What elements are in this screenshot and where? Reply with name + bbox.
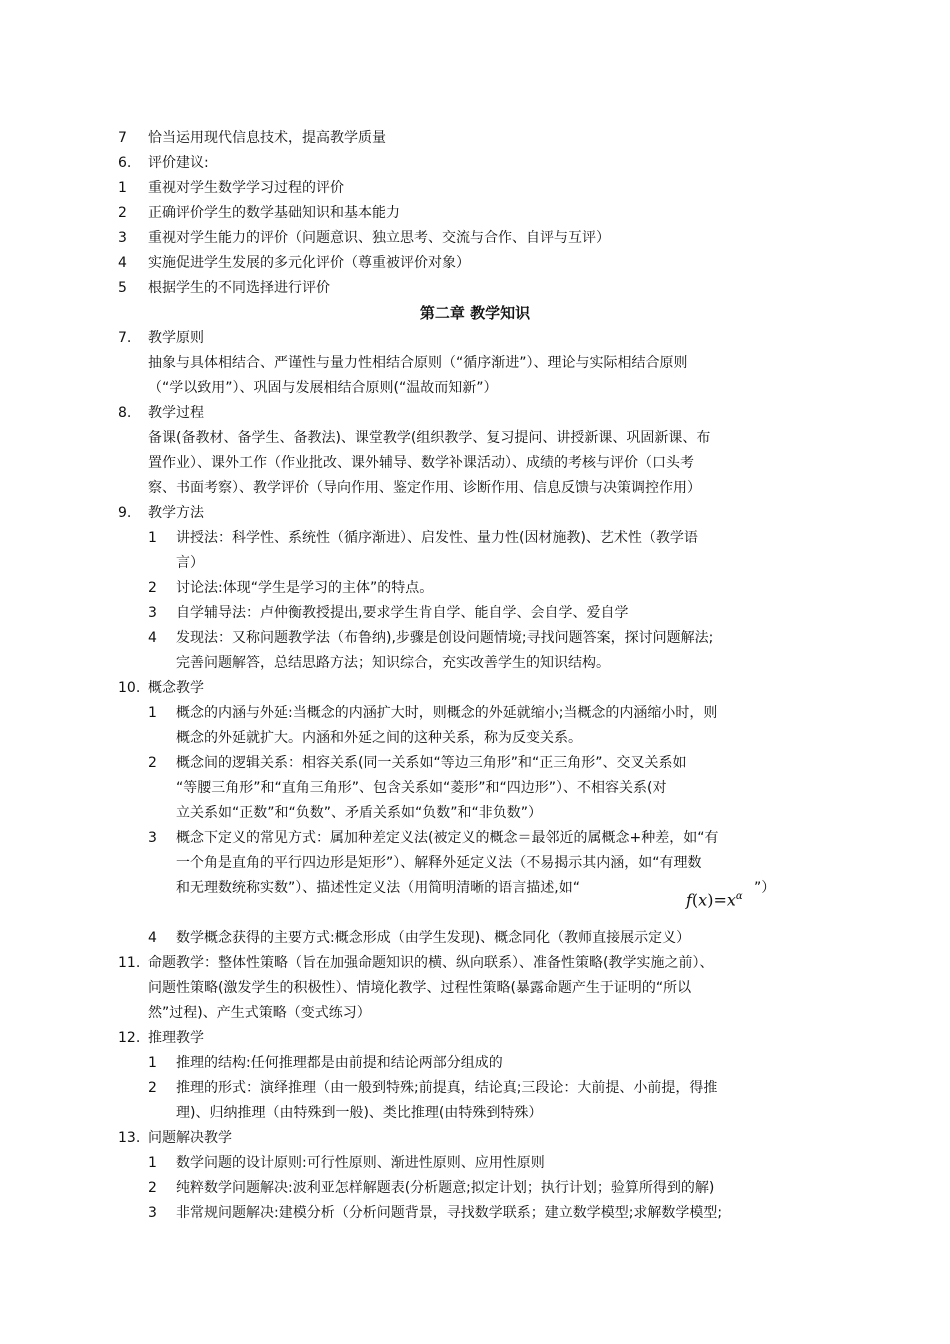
paragraph-line: 问题性策略(激发学生的积极性）、情境化教学、过程性策略(暴露命题产生于证明的“所以 xyxy=(148,980,692,996)
item-number: 3 xyxy=(148,1205,157,1221)
list-item: 一个角是直角的平行四边形是矩形”）、解释外延定义法（不易揭示其内涵，如“有理数 xyxy=(176,855,702,871)
list-item: 发现法：又称问题教学法（布鲁纳),步骤是创设问题情境;寻找问题答案，探讨问题解法; xyxy=(176,630,714,646)
item-number: 1 xyxy=(148,530,157,546)
item-number: 1 xyxy=(148,1055,157,1071)
item-number: 4 xyxy=(148,930,157,946)
list-item: 数学问题的设计原则:可行性原则、渐进性原则、应用性原则 xyxy=(176,1155,545,1171)
paragraph-line: （“学以致用”）、巩固与发展相结合原则(“温故而知新”） xyxy=(148,380,498,396)
power-function-formula: $f(x)=x^\alpha$ xyxy=(686,890,743,910)
list-item: 重视对学生能力的评价（问题意识、独立思考、交流与合作、自评与互评） xyxy=(148,230,610,246)
item-number: 1 xyxy=(118,180,127,196)
list-item: 推理的形式：演绎推理（由一般到特殊;前提真，结论真;三段论：大前提、小前提，得推 xyxy=(176,1080,718,1096)
section-heading: 推理教学 xyxy=(148,1030,204,1046)
list-item: “等腰三角形”和“直角三角形”、包含关系如“菱形”和“四边形”）、不相容关系(对 xyxy=(176,780,667,796)
formula-base: x xyxy=(726,890,736,910)
section-number: 8. xyxy=(118,405,132,421)
list-item: 正确评价学生的数学基础知识和基本能力 xyxy=(148,205,400,221)
list-item: 根据学生的不同选择进行评价 xyxy=(148,280,330,296)
list-item: 概念下定义的常见方式：属加种差定义法(被定义的概念＝最邻近的属概念+种差，如“有 xyxy=(176,830,719,846)
list-item: 自学辅导法：卢仲衡教授提出,要求学生肯自学、能自学、会自学、爱自学 xyxy=(176,605,629,621)
paragraph-line: 抽象与具体相结合、严谨性与量力性相结合原则（“循序渐进”）、理论与实际相结合原则 xyxy=(148,355,688,371)
section-heading: 概念教学 xyxy=(148,680,204,696)
list-item: 重视对学生数学学习过程的评价 xyxy=(148,180,344,196)
section-number: 11. xyxy=(118,955,141,971)
list-item: 概念的外延就扩大。内涵和外延之间的这种关系，称为反变关系。 xyxy=(176,730,582,746)
list-item: 纯粹数学问题解决:波利亚怎样解题表(分析题意;拟定计划；执行计划；验算所得到的解) xyxy=(176,1180,715,1196)
formula-x: x xyxy=(698,890,708,910)
list-item: 和无理数统称实数”）、描述性定义法（用简明清晰的语言描述,如“ xyxy=(176,880,580,896)
section-number: 9. xyxy=(118,505,132,521)
list-item: 数学概念获得的主要方式:概念形成（由学生发现)、概念同化（教师直接展示定义） xyxy=(176,930,691,946)
item-number: 3 xyxy=(118,230,127,246)
formula-f: f xyxy=(686,890,692,910)
section-number: 13. xyxy=(118,1130,141,1146)
section-heading: 评价建议: xyxy=(148,155,209,171)
list-item: 讲授法：科学性、系统性（循序渐进）、启发性、量力性(因材施教)、艺术性（教学语 xyxy=(176,530,698,546)
section-number: 6. xyxy=(118,155,132,171)
section-heading: 教学方法 xyxy=(148,505,204,521)
formula-exponent: α xyxy=(735,891,743,902)
paragraph-line: 备课(备教材、备学生、备教法)、课堂教学(组织教学、复习提问、讲授新课、巩固新课、布 xyxy=(148,430,711,446)
section-number: 7. xyxy=(118,330,132,346)
list-item: 立关系如“正数”和“负数”、矛盾关系如“负数”和“非负数”） xyxy=(176,805,543,821)
item-number: 2 xyxy=(148,1180,157,1196)
section-number: 12. xyxy=(118,1030,141,1046)
list-item: 讨论法:体现“学生是学习的主体”的特点。 xyxy=(176,580,434,596)
chapter-title: 第二章 教学知识 xyxy=(419,304,531,322)
paragraph-line: 置作业）、课外工作（作业批改、课外辅导、数学补课活动）、成绩的考核与评价（口头考 xyxy=(148,455,694,471)
formula-equals: = xyxy=(713,890,727,910)
item-number: 3 xyxy=(148,830,157,846)
item-number: 2 xyxy=(148,580,157,596)
item-number: 7 xyxy=(118,130,127,146)
section-number: 10. xyxy=(118,680,141,696)
list-item: 推理的结构:任何推理都是由前提和结论两部分组成的 xyxy=(176,1055,503,1071)
paragraph-line: 察、书面考察）、教学评价（导向作用、鉴定作用、诊断作用、信息反馈与决策调控作用） xyxy=(148,480,701,496)
section-heading: 教学原则 xyxy=(148,330,204,346)
item-number: 2 xyxy=(148,1080,157,1096)
item-number: 5 xyxy=(118,280,127,296)
item-number: 2 xyxy=(118,205,127,221)
item-number: 4 xyxy=(148,630,157,646)
list-item: 理)、归纳推理（由特殊到一般)、类比推理(由特殊到特殊） xyxy=(176,1105,543,1121)
item-number: 1 xyxy=(148,705,157,721)
list-item: 恰当运用现代信息技术，提高教学质量 xyxy=(148,130,386,146)
section-heading: 教学过程 xyxy=(148,405,204,421)
formula-closing-quote: ”） xyxy=(754,880,776,896)
item-number: 2 xyxy=(148,755,157,771)
item-number: 4 xyxy=(118,255,127,271)
list-item: 概念间的逻辑关系：相容关系(同一关系如“等边三角形”和“正三角形”、交叉关系如 xyxy=(176,755,687,771)
item-number: 1 xyxy=(148,1155,157,1171)
section-heading: 问题解决教学 xyxy=(148,1130,232,1146)
list-item: 概念的内涵与外延:当概念的内涵扩大时，则概念的外延就缩小;当概念的内涵缩小时，则 xyxy=(176,705,718,721)
paragraph-line: 然”过程)、产生式策略（变式练习） xyxy=(148,1005,371,1021)
list-item: 实施促进学生发展的多元化评价（尊重被评价对象） xyxy=(148,255,470,271)
list-item: 完善问题解答，总结思路方法；知识综合，充实改善学生的知识结构。 xyxy=(176,655,610,671)
list-item: 言） xyxy=(176,555,204,571)
paragraph-line: 命题教学：整体性策略（旨在加强命题知识的横、纵向联系）、准备性策略(教学实施之前）、 xyxy=(148,955,714,971)
list-item: 非常规问题解决:建模分析（分析问题背景，寻找数学联系；建立数学模型;求解数学模型; xyxy=(176,1205,723,1221)
item-number: 3 xyxy=(148,605,157,621)
